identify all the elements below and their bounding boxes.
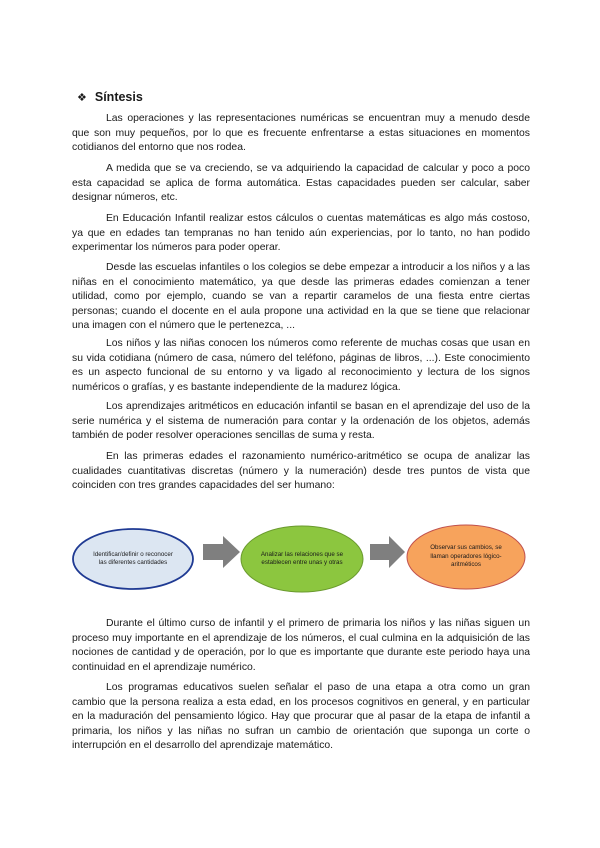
paragraph-5: Los niños y las niñas conocen los números como referente de muchas cosas que usan en su vida cotidiana (número de casa, número del teléfono, páginas de libros, ...). Este conocimiento es un aspecto funcional de su entorno y va ligado al reconocimiento y lectura de los signos numéricos o grafías, y es bastante independiente de la madurez lógica. — [72, 338, 530, 393]
section-heading — [77, 90, 143, 104]
paragraph-7: En las primeras edades el razonamiento numérico-aritmético se ocupa de analizar las cualidades cuantitativas discretas (número y la numeración) desde tres puntos de vista que coinciden con tres grandes capacidades del ser humano: — [72, 451, 530, 491]
node-3-label: Observar sus cambios, se llaman operadores lógico-aritméticos — [430, 544, 502, 569]
paragraph-2: A medida que se va creciendo, se va adquiriendo la capacidad de calcular y poco a poco esta capacidad se aplica de forma automática. Estas capacidades pueden ser calcular, saber designar números, etc. — [72, 163, 530, 203]
process-diagram — [68, 520, 538, 610]
arrow-2-icon — [370, 536, 405, 568]
node-1-label: Identificar/definir o reconocer las diferentes cantidades — [93, 550, 173, 566]
diamond-bullet-icon: ❖ — [77, 91, 87, 104]
paragraph-8: Durante el último curso de infantil y el primero de primaria los niños y las niñas siguen un proceso muy importante en el aprendizaje de los números, el cual culmina en la adquisición de las nociones de cantidad y de operación, por lo que es importante que durante este periodo haya una continuidad en el aprendizaje numérico. — [72, 618, 530, 673]
paragraph-9: Los programas educativos suelen señalar el paso de una etapa a otra como un gran cambio que la persona realiza a esta edad, en los procesos cognitivos en general, y en particular en la maduración del pensamiento lógico. Hay que procurar que al pasar de la etapa de infantil a primaria, los niños y las niñas no sufran un cambio de orientación que suponga un corte o interrupción en el desarrollo del aprendizaje matemático. — [72, 682, 530, 751]
paragraph-1: Las operaciones y las representaciones numéricas se encuentran muy a menudo desde que son muy pequeños, por lo que es frecuente enfrentarse a estas situaciones en momentos cotidianos del entorno que nos rodea. — [72, 113, 530, 153]
arrow-1-icon — [203, 536, 240, 568]
node-2-label: Analizar las relaciones que se establecen entre unas y otras — [260, 550, 344, 566]
paragraph-4: Desde las escuelas infantiles o los colegios se debe empezar a introducir a los niños y a las niñas en el conocimiento matemático, ya que desde las primeras edades comienzan a tener utilidad, como por ejemplo, cuando se van a repartir caramelos de una fiesta entre ciertas personas; cuando el docente en el aula propone una actividad en la que se tiene que relacionar una imagen con el número que le pertenezca, ... — [72, 262, 530, 331]
paragraph-3: En Educación Infantil realizar estos cálculos o cuentas matemáticas es algo más costoso, ya que en edades tan tempranas no han tenido aún experiencias, por lo tanto, no han podido experimentar los números para poder operar. — [72, 213, 530, 253]
paragraph-6: Los aprendizajes aritméticos en educación infantil se basan en el aprendizaje del uso de la serie numérica y el sistema de numeración para contar y la ordenación de los objetos, además también de poder resolver operaciones sencillas de suma y resta. — [72, 401, 530, 441]
section-title: Síntesis — [94, 90, 143, 104]
